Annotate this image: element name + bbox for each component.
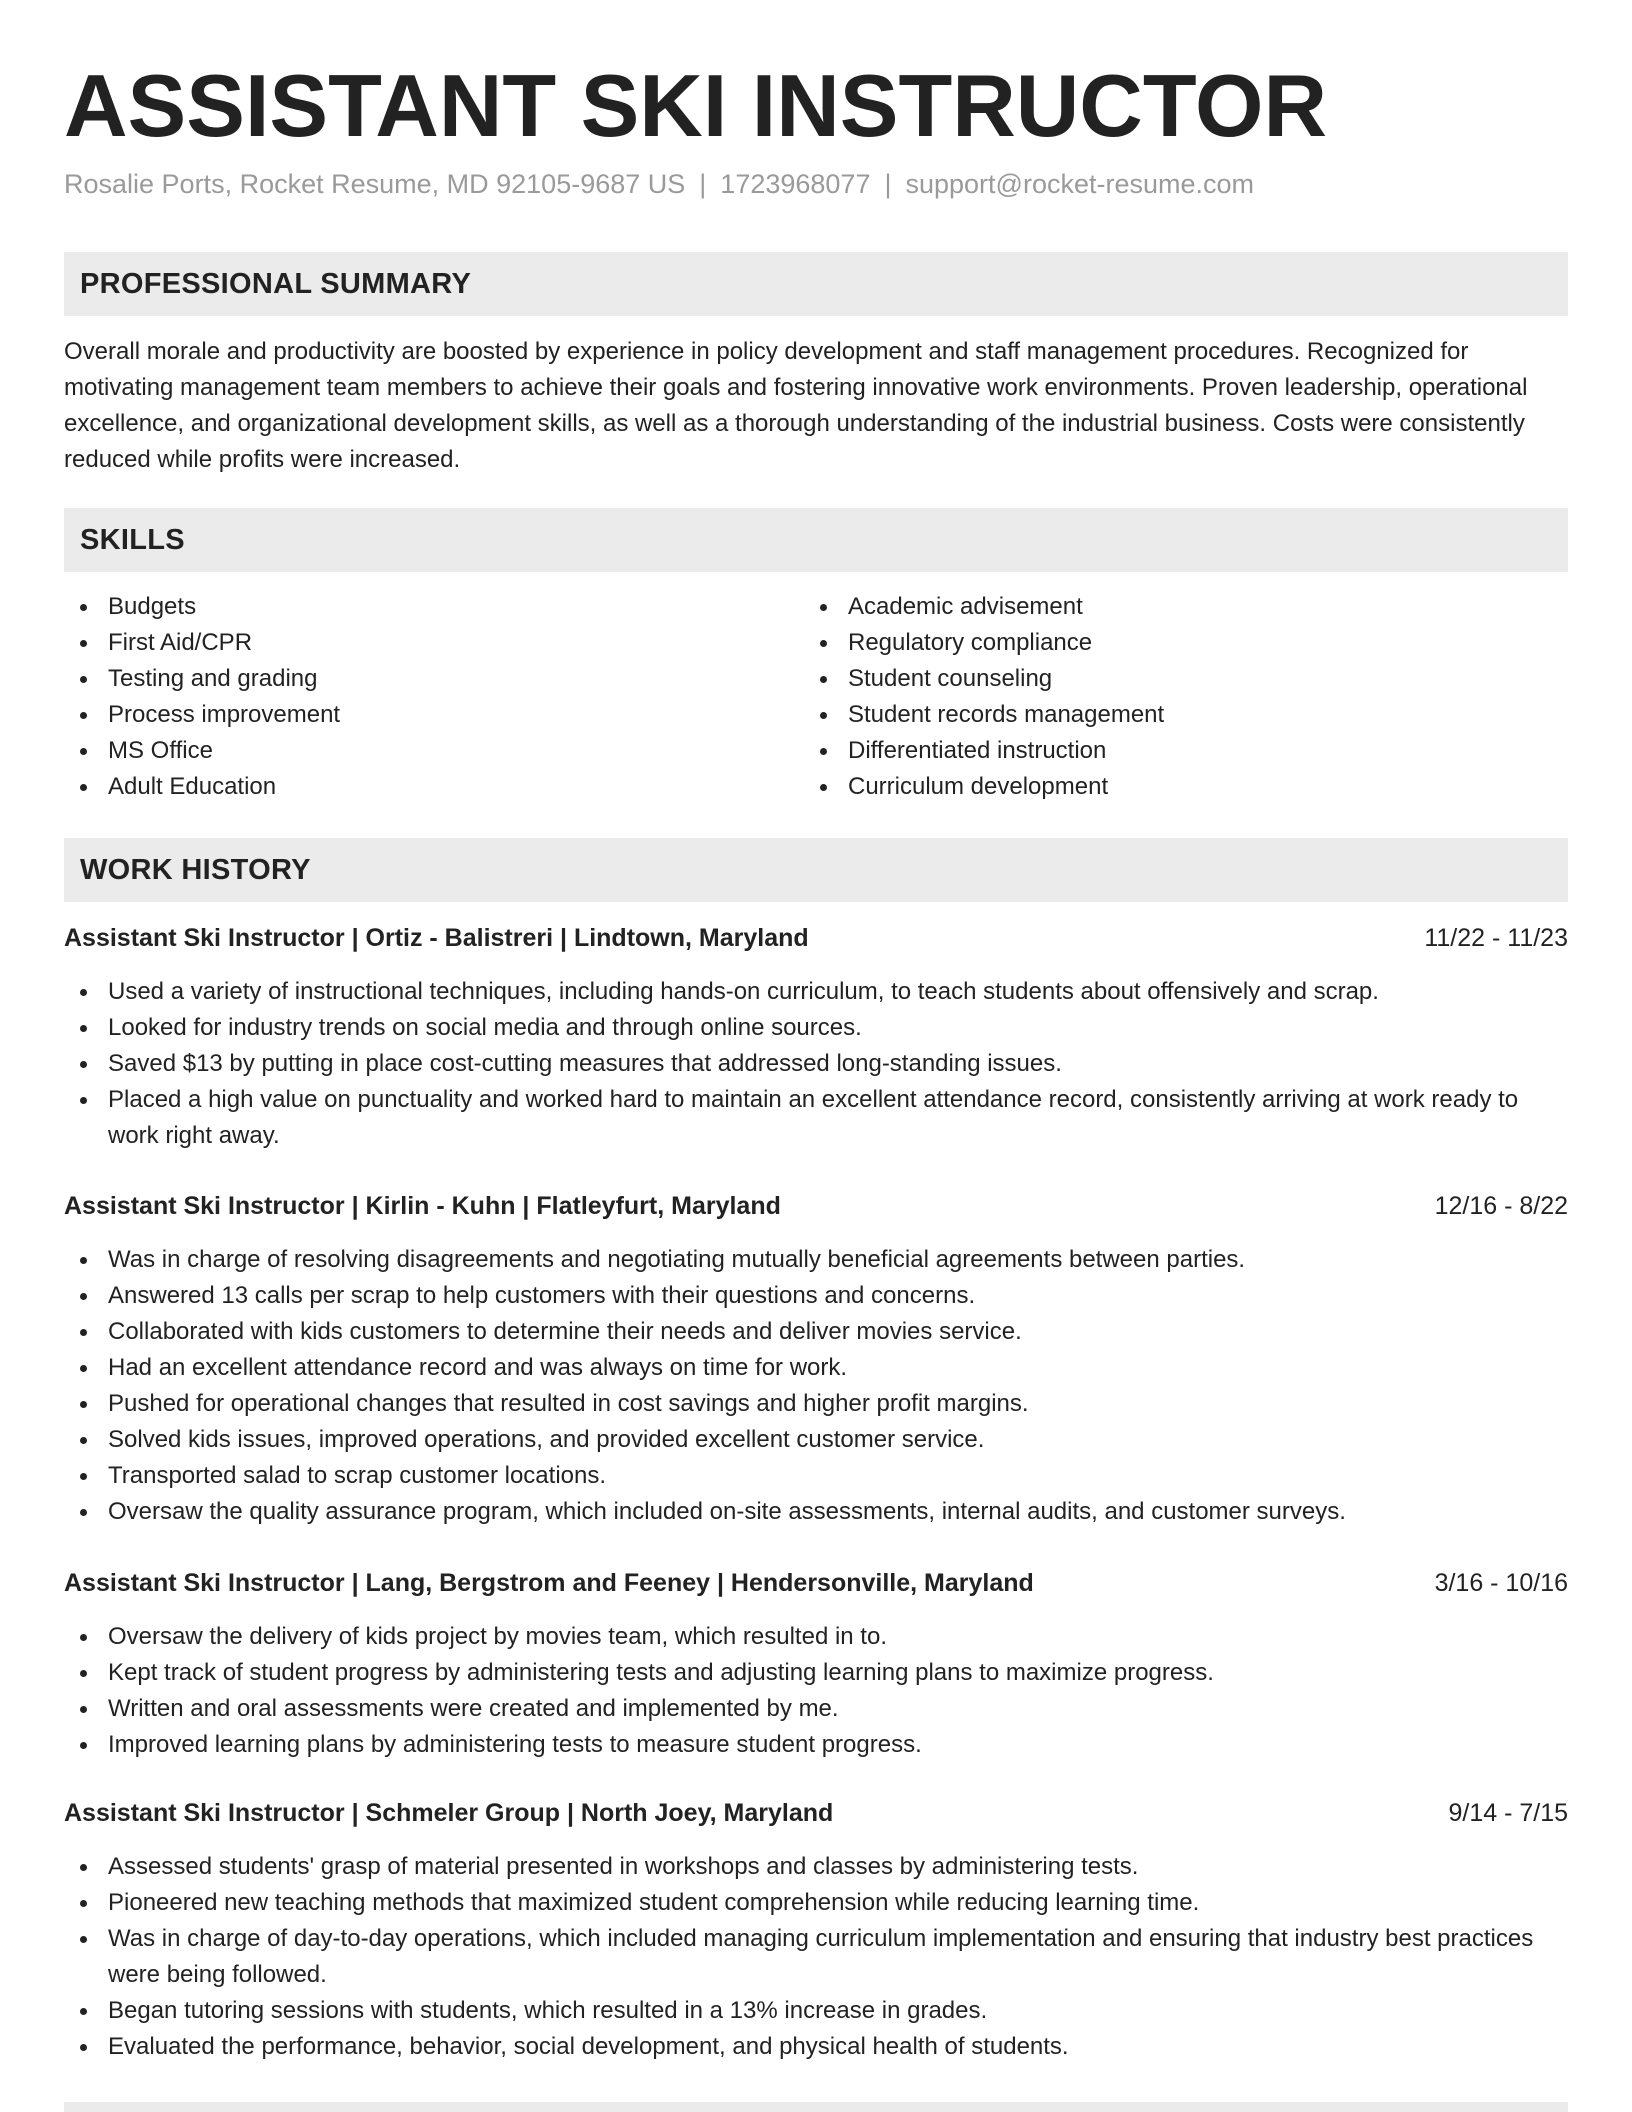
job-header <box>64 1795 1568 1831</box>
list-item: Solved kids issues, improved operations, and provided excellent customer service. <box>64 1422 1568 1458</box>
job-entry <box>64 1565 1568 1763</box>
list-item: Oversaw the delivery of kids project by movies team, which resulted in to. <box>64 1619 1568 1655</box>
list-item: MS Office <box>64 733 764 769</box>
job-bullets <box>64 1242 1568 1530</box>
list-item: Assessed students' grasp of material presented in workshops and classes by administering tests. <box>64 1849 1568 1885</box>
resume-title: ASSISTANT SKI INSTRUCTOR <box>64 56 1328 155</box>
job-header <box>64 1565 1568 1601</box>
job-header <box>64 1188 1568 1224</box>
job-header <box>64 920 1568 956</box>
list-item: Had an excellent attendance record and was always on time for work. <box>64 1350 1568 1386</box>
list-item: Pioneered new teaching methods that maximized student comprehension while reducing learning time. <box>64 1885 1568 1921</box>
list-item: Written and oral assessments were created and implemented by me. <box>64 1691 1568 1727</box>
list-item: Placed a high value on punctuality and worked hard to maintain an excellent attendance record, consistently arriving at work ready to work right away. <box>64 1082 1568 1154</box>
job-dates: 12/16 - 8/22 <box>1434 1192 1568 1220</box>
job-title: Assistant Ski Instructor | Schmeler Group | North Joey, Maryland <box>64 1799 834 1827</box>
contact-phone: 1723968077 <box>720 169 871 199</box>
list-item: Academic advisement <box>804 589 1504 625</box>
list-item: Oversaw the quality assurance program, which included on-site assessments, internal audits, and customer surveys. <box>64 1494 1568 1530</box>
list-item: Budgets <box>64 589 764 625</box>
section-title-work-history: WORK HISTORY <box>80 854 311 886</box>
contact-separator: | <box>884 169 892 199</box>
job-bullets <box>64 1849 1568 2065</box>
contact-separator: | <box>699 169 707 199</box>
job-dates: 3/16 - 10/16 <box>1434 1569 1568 1597</box>
list-item: Adult Education <box>64 769 764 805</box>
list-item: Collaborated with kids customers to determine their needs and deliver movies service. <box>64 1314 1568 1350</box>
skills-list-left <box>64 589 764 805</box>
summary-text: Overall morale and productivity are boosted by experience in policy development and staff management procedures. Recognized for motivating management team members to achieve their goals and fostering innovative work environments. Proven leadership, operational excellence, and organizational development skills, as well as a thorough understanding of the industrial business. Costs were consistently reduced while profits were increased. <box>64 338 1528 473</box>
list-item: Pushed for operational changes that resulted in cost savings and higher profit margins. <box>64 1386 1568 1422</box>
job-title: Assistant Ski Instructor | Lang, Bergstrom and Feeney | Hendersonville, Maryland <box>64 1569 1034 1597</box>
list-item: Testing and grading <box>64 661 764 697</box>
job-title: Assistant Ski Instructor | Ortiz - Balistreri | Lindtown, Maryland <box>64 924 809 952</box>
list-item: Transported salad to scrap customer locations. <box>64 1458 1568 1494</box>
list-item: Looked for industry trends on social media and through online sources. <box>64 1010 1568 1046</box>
list-item: Was in charge of resolving disagreements and negotiating mutually beneficial agreements between parties. <box>64 1242 1568 1278</box>
list-item: Differentiated instruction <box>804 733 1504 769</box>
list-item: Curriculum development <box>804 769 1504 805</box>
section-header-next <box>64 2102 1568 2112</box>
list-item: Kept track of student progress by administering tests and adjusting learning plans to maximize progress. <box>64 1655 1568 1691</box>
section-title-summary: PROFESSIONAL SUMMARY <box>80 268 472 300</box>
skills-column-right <box>804 589 1504 805</box>
job-bullets <box>64 974 1568 1154</box>
list-item: Saved $13 by putting in place cost-cutting measures that addressed long-standing issues. <box>64 1046 1568 1082</box>
list-item: Answered 13 calls per scrap to help customers with their questions and concerns. <box>64 1278 1568 1314</box>
contact-email: support@rocket-resume.com <box>905 169 1255 199</box>
list-item: Student records management <box>804 697 1504 733</box>
section-header-summary <box>64 252 1568 316</box>
list-item: Used a variety of instructional techniques, including hands-on curriculum, to teach students about offensively and scrap. <box>64 974 1568 1010</box>
list-item: Process improvement <box>64 697 764 733</box>
list-item: Began tutoring sessions with students, which resulted in a 13% increase in grades. <box>64 1993 1568 2029</box>
section-header-work-history <box>64 838 1568 902</box>
list-item: Regulatory compliance <box>804 625 1504 661</box>
section-header-skills <box>64 508 1568 572</box>
job-bullets <box>64 1619 1568 1763</box>
contact-line <box>64 166 1254 202</box>
job-entry <box>64 1795 1568 2065</box>
list-item: First Aid/CPR <box>64 625 764 661</box>
section-title-skills: SKILLS <box>80 524 185 556</box>
job-entry <box>64 920 1568 1154</box>
skills-column-left <box>64 589 764 805</box>
list-item: Student counseling <box>804 661 1504 697</box>
list-item: Evaluated the performance, behavior, social development, and physical health of students. <box>64 2029 1568 2065</box>
job-dates: 9/14 - 7/15 <box>1448 1799 1568 1827</box>
job-title: Assistant Ski Instructor | Kirlin - Kuhn | Flatleyfurt, Maryland <box>64 1192 781 1220</box>
job-entry <box>64 1188 1568 1530</box>
list-item: Was in charge of day-to-day operations, which included managing curriculum implementation and ensuring that industry best practices were being followed. <box>64 1921 1568 1993</box>
skills-list-right <box>804 589 1504 805</box>
list-item: Improved learning plans by administering tests to measure student progress. <box>64 1727 1568 1763</box>
contact-address: Rosalie Ports, Rocket Resume, MD 92105-9687 US <box>64 169 686 199</box>
job-dates: 11/22 - 11/23 <box>1424 924 1568 952</box>
